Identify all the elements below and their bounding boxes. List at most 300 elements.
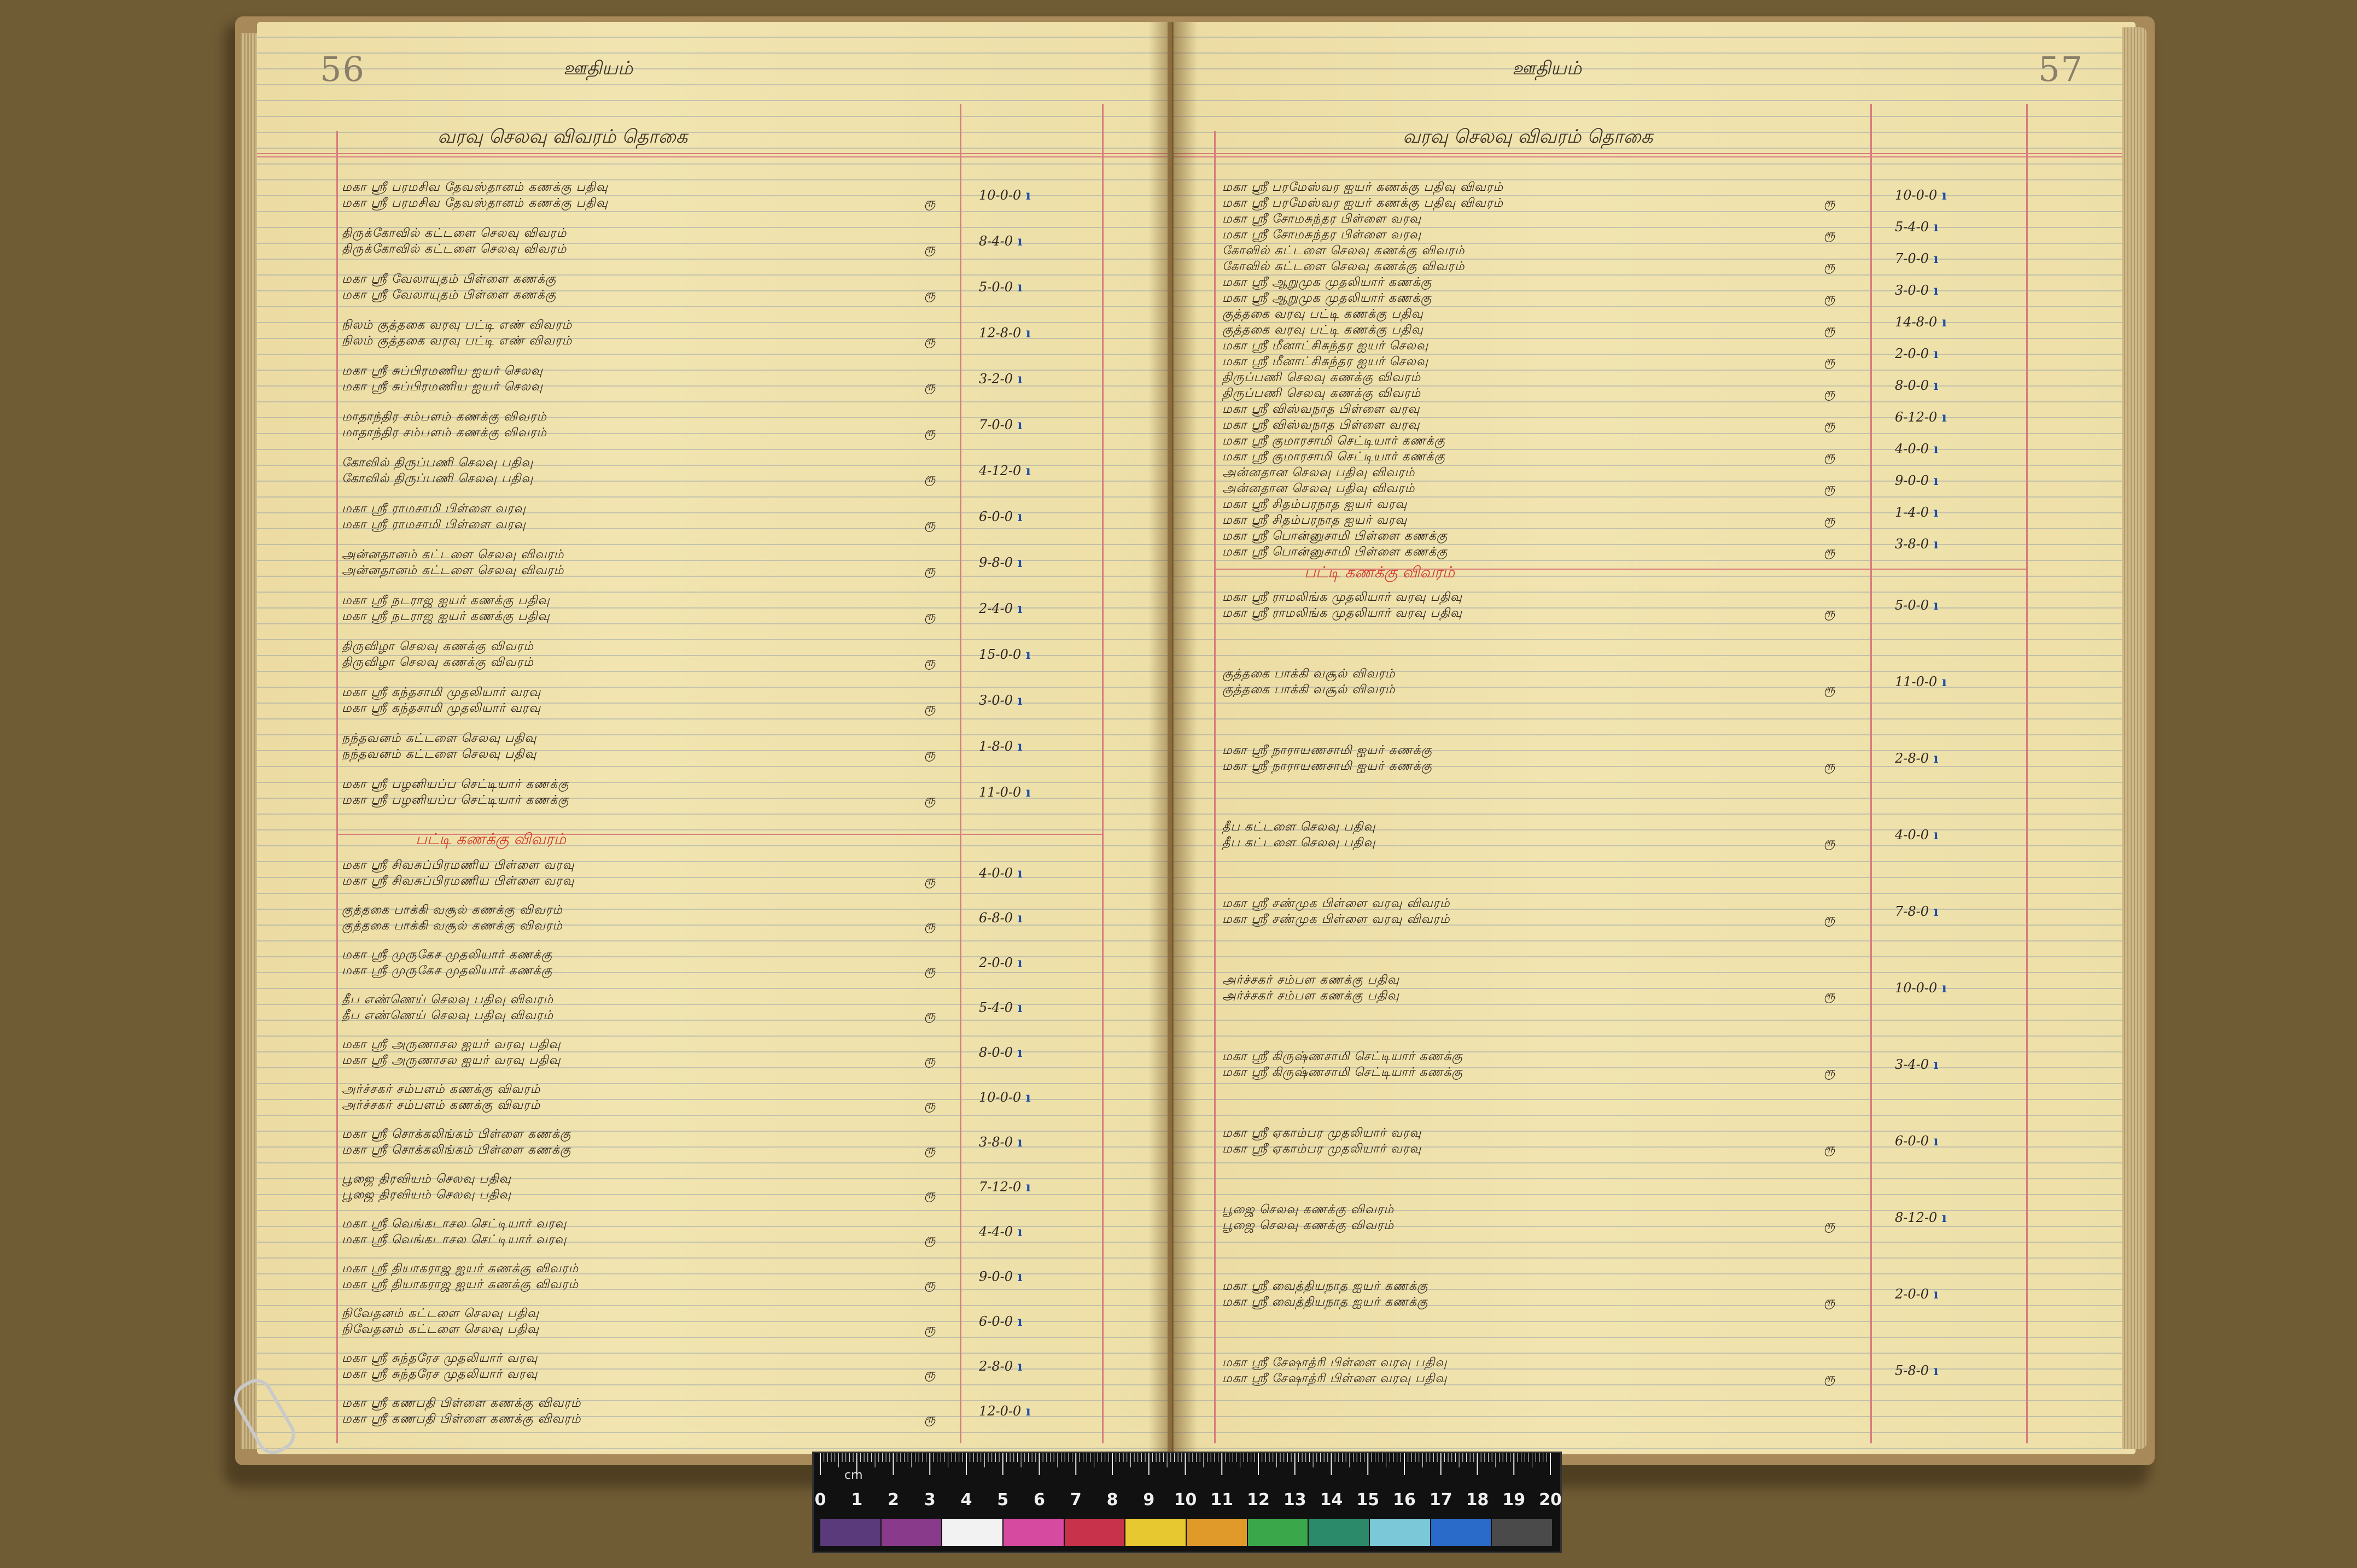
check-mark-icon: ı — [1013, 1044, 1023, 1060]
ledger-entry-ref: ரூ — [1824, 323, 1835, 337]
amount-value: 3-2-0 — [979, 371, 1013, 387]
ledger-entry-text: மகா ஸ்ரீ சிவசுப்பிரமணிய பிள்ளை வரவு — [342, 858, 575, 872]
amount-value: 8-0-0 — [1895, 378, 1929, 393]
ledger-entry-amount — [979, 1089, 1031, 1105]
ledger-entry-text-continued: அர்ச்சகர் சம்பள கணக்கு பதிவு — [1222, 989, 1399, 1003]
ledger-entry-text-continued: மகா ஸ்ரீ ராமசாமி பிள்ளை வரவு — [342, 518, 526, 531]
ledger-entry-ref: ரூ — [1824, 912, 1835, 926]
ledger-entry-amount — [1895, 282, 1939, 298]
ledger-entry-ref: ரூ — [924, 1188, 936, 1202]
ledger-entry-amount — [1895, 504, 1939, 520]
amount-value: 2-0-0 — [1895, 346, 1929, 361]
amount-value: 5-0-0 — [1895, 598, 1929, 613]
color-swatch — [882, 1519, 942, 1546]
ledger-entry-text: மகா ஸ்ரீ கிருஷ்ணசாமி செட்டியார் கணக்கு — [1222, 1050, 1463, 1063]
amount-value: 3-8-0 — [1895, 536, 1929, 552]
ruler-label: 1 — [851, 1490, 863, 1510]
check-mark-icon: ı — [1929, 346, 1939, 361]
ledger-entry-amount — [1895, 346, 1939, 361]
ledger-entry-text-continued: கோவில் கட்டளை செலவு கணக்கு விவரம் — [1222, 260, 1465, 273]
amount-value: 1-4-0 — [1895, 505, 1929, 520]
ledger-entry-amount — [979, 325, 1031, 341]
ledger-entry-text: மகா ஸ்ரீ முருகேச முதலியார் கணக்கு — [342, 948, 553, 962]
ledger-entry-text: மகா ஸ்ரீ நடராஜ ஐயர் கணக்கு பதிவு — [342, 594, 550, 607]
ledger-entry-amount — [1895, 1133, 1939, 1149]
right-margin-line — [1214, 131, 1216, 1443]
ledger-entry-text: மகா ஸ்ரீ ஆறுமுக முதலியார் கணக்கு — [1222, 276, 1432, 289]
amount-value: 8-0-0 — [979, 1045, 1013, 1060]
right-page — [1173, 22, 2136, 1454]
ledger-entry-text: மகா ஸ்ரீ நாராயணசாமி ஐயர் கணக்கு — [1222, 744, 1433, 757]
ledger-entry-text-continued: மகா ஸ்ரீ கணபதி பிள்ளை கணக்கு விவரம் — [342, 1412, 581, 1426]
ledger-entry-text: நிலம் குத்தகை வரவு பட்டி எண் விவரம் — [342, 318, 573, 332]
ledger-entry-text: பூஜை செலவு கணக்கு விவரம் — [1222, 1203, 1395, 1216]
ledger-entry-ref: ரூ — [924, 472, 936, 485]
ledger-entry-amount — [1895, 1056, 1939, 1072]
amount-value: 14-8-0 — [1895, 314, 1938, 330]
left-margin-line — [336, 131, 338, 1443]
check-mark-icon: ı — [1929, 1133, 1939, 1149]
ledger-entry-text-continued: குத்தகை வரவு பட்டி கணக்கு பதிவு — [1222, 323, 1423, 337]
ledger-entry-ref: ரூ — [1824, 989, 1835, 1003]
ledger-entry-amount — [1895, 750, 1939, 766]
ledger-entry-text: மகா ஸ்ரீ பொன்னுசாமி பிள்ளை கணக்கு — [1222, 529, 1448, 543]
amount-value: 2-0-0 — [1895, 1286, 1929, 1302]
check-mark-icon: ı — [1021, 187, 1031, 203]
check-mark-icon: ı — [1929, 1056, 1939, 1072]
ledger-entry-amount — [979, 910, 1023, 926]
amount-value: 15-0-0 — [979, 647, 1022, 662]
ruler-label: 15 — [1356, 1490, 1380, 1510]
ledger-entry-amount — [979, 371, 1023, 387]
amount-value: 10-0-0 — [1895, 980, 1938, 996]
ledger-entry-text: மகா ஸ்ரீ குமாரசாமி செட்டியார் கணக்கு — [1222, 434, 1445, 448]
ledger-entry-text-continued: குத்தகை பாக்கி வசூல் கணக்கு விவரம் — [342, 919, 563, 933]
ledger-entry-text-continued: மகா ஸ்ரீ அருணாசல ஐயர் வரவு பதிவு — [342, 1054, 561, 1067]
ledger-entry-amount — [979, 1403, 1031, 1419]
color-swatch — [942, 1519, 1002, 1546]
ruler-label: 5 — [997, 1490, 1009, 1510]
color-swatch — [1492, 1519, 1552, 1546]
ledger-entry-text-continued: திருப்பணி செலவு கணக்கு விவரம் — [1222, 387, 1421, 400]
ruler-label: 10 — [1174, 1490, 1197, 1510]
ledger-entry-text: மகா ஸ்ரீ கந்தசாமி முதலியார் வரவு — [342, 686, 541, 699]
amount-value: 4-4-0 — [979, 1224, 1013, 1239]
ledger-entry-ref: ரூ — [924, 964, 936, 978]
ledger-entry-text-continued: பூஜை திரவியம் செலவு பதிவு — [342, 1188, 511, 1202]
amount-value: 5-0-0 — [979, 279, 1013, 295]
color-swatch — [820, 1519, 880, 1546]
check-mark-icon: ı — [1013, 508, 1023, 524]
ledger-entry-text-continued: மகா ஸ்ரீ நாராயணசாமி ஐயர் கணக்கு — [1222, 759, 1433, 773]
ledger-entry-amount — [1895, 827, 1939, 842]
ledger-entry-text-continued: மகா ஸ்ரீ வேலாயுதம் பிள்ளை கணக்கு — [342, 288, 557, 302]
ruler-label: 18 — [1466, 1490, 1489, 1510]
check-mark-icon: ı — [1929, 472, 1939, 488]
ledger-entry-amount — [1895, 377, 1939, 393]
ledger-entry-ref: ரூ — [924, 701, 936, 715]
ledger-entry-text: மகா ஸ்ரீ வெங்கடாசல செட்டியார் வரவு — [342, 1217, 567, 1231]
ruler-label: 8 — [1106, 1490, 1118, 1510]
ledger-entry-text: குத்தகை பாக்கி வசூல் விவரம் — [1222, 667, 1396, 681]
ledger-entry-text-continued: மகா ஸ்ரீ பொன்னுசாமி பிள்ளை கணக்கு — [1222, 545, 1448, 559]
ledger-entry-ref: ரூ — [1824, 513, 1835, 527]
check-mark-icon: ı — [1013, 1268, 1023, 1284]
ledger-entry-ref: ரூ — [924, 1009, 936, 1022]
ledger-entry-text-continued: மகா ஸ்ரீ மீனாட்சிசுந்தர ஐயர் செலவு — [1222, 355, 1428, 368]
ledger-entry-ref: ரூ — [1824, 291, 1835, 305]
amount-value: 7-0-0 — [1895, 251, 1929, 266]
color-swatch — [1370, 1519, 1430, 1546]
ledger-entry-text-continued: மகா ஸ்ரீ முருகேச முதலியார் கணக்கு — [342, 964, 553, 978]
check-mark-icon: ı — [1021, 646, 1031, 662]
ledger-entry-text: மாதாந்திர சம்பளம் கணக்கு விவரம் — [342, 410, 547, 424]
ledger-entry-text: நந்தவனம் கட்டளை செலவு பதிவு — [342, 732, 537, 745]
check-mark-icon: ı — [1013, 865, 1023, 881]
left-amount-column-line — [960, 104, 961, 1443]
ledger-entry-amount — [1895, 597, 1939, 613]
check-mark-icon: ı — [1937, 980, 1947, 996]
ledger-entry-text-continued: பூஜை செலவு கணக்கு விவரம் — [1222, 1219, 1395, 1232]
ledger-entry-amount — [979, 463, 1031, 478]
right-header-rule — [1173, 153, 2136, 154]
ledger-entry-ref: ரூ — [1824, 545, 1835, 559]
amount-value: 3-0-0 — [979, 693, 1013, 708]
color-swatch — [1187, 1519, 1247, 1546]
ruler-label: 4 — [960, 1490, 972, 1510]
check-mark-icon: ı — [1013, 417, 1023, 432]
amount-value: 6-12-0 — [1895, 409, 1938, 425]
ledger-entry-amount — [1895, 441, 1939, 457]
ledger-entry-text: மகா ஸ்ரீ விஸ்வநாத பிள்ளை வரவு — [1222, 402, 1420, 416]
ledger-entry-text: மகா ஸ்ரீ பரமேஸ்வர ஐயர் கணக்கு பதிவு விவரம் — [1222, 180, 1504, 194]
check-mark-icon: ı — [1937, 409, 1947, 425]
ledger-entry-text: மகா ஸ்ரீ பரமசிவ தேவஸ்தானம் கணக்கு பதிவு — [342, 180, 609, 194]
ledger-entry-text-continued: மகா ஸ்ரீ ராமலிங்க முதலியார் வரவு பதிவு — [1222, 606, 1463, 620]
check-mark-icon: ı — [1013, 1224, 1023, 1239]
ledger-entry-text: அன்னதானம் கட்டளை செலவு விவரம் — [342, 548, 564, 561]
check-mark-icon: ı — [1021, 1089, 1031, 1105]
amount-value: 8-4-0 — [979, 233, 1013, 249]
ledger-entry-text: தீப கட்டளை செலவு பதிவு — [1222, 820, 1376, 834]
ledger-entry-text: அர்ச்சகர் சம்பளம் கணக்கு விவரம் — [342, 1083, 541, 1096]
ledger-entry-text: மகா ஸ்ரீ சுந்தரேச முதலியார் வரவு — [342, 1351, 538, 1365]
ledger-entry-text: மகா ஸ்ரீ சண்முக பிள்ளை வரவு விவரம் — [1222, 897, 1450, 910]
ledger-entry-ref: ரூ — [924, 426, 936, 440]
ledger-entry-text: மகா ஸ்ரீ வைத்தியநாத ஐயர் கணக்கு — [1222, 1279, 1428, 1293]
ledger-entry-text: மகா ஸ்ரீ சுப்பிரமணிய ஐயர் செலவு — [342, 364, 543, 378]
check-mark-icon: ı — [1929, 1362, 1939, 1378]
ledger-entry-text: அர்ச்சகர் சம்பள கணக்கு பதிவு — [1222, 973, 1399, 987]
check-mark-icon: ı — [1929, 250, 1939, 266]
amount-value: 4-0-0 — [1895, 827, 1929, 842]
ledger-entry-text-continued: மாதாந்திர சம்பளம் கணக்கு விவரம் — [342, 426, 547, 440]
ledger-entry-text-continued: நந்தவனம் கட்டளை செலவு பதிவு — [342, 747, 537, 761]
amount-value: 3-8-0 — [979, 1134, 1013, 1150]
ledger-entry-text-continued: நிலம் குத்தகை வரவு பட்டி எண் விவரம் — [342, 334, 573, 348]
check-mark-icon: ı — [1929, 504, 1939, 520]
ledger-entry-amount — [979, 1358, 1023, 1374]
ledger-entry-amount — [1895, 536, 1939, 552]
ledger-entry-amount — [979, 1268, 1023, 1284]
ledger-entry-text-continued: மகா ஸ்ரீ நடராஜ ஐயர் கணக்கு பதிவு — [342, 610, 550, 623]
ledger-entry-text: கோவில் கட்டளை செலவு கணக்கு விவரம் — [1222, 244, 1465, 258]
check-mark-icon: ı — [1013, 910, 1023, 926]
amount-value: 3-4-0 — [1895, 1057, 1929, 1072]
ledger-entry-text: குத்தகை வரவு பட்டி கணக்கு பதிவு — [1222, 307, 1423, 321]
ledger-entry-ref: ரூ — [1824, 836, 1835, 850]
amount-value: 6-8-0 — [979, 910, 1013, 926]
amount-value: 7-8-0 — [1895, 904, 1929, 919]
ledger-entry-amount — [979, 187, 1031, 203]
check-mark-icon: ı — [1013, 279, 1023, 295]
ledger-entry-text: பூஜை திரவியம் செலவு பதிவு — [342, 1172, 511, 1186]
ledger-entry-amount — [1895, 219, 1939, 235]
left-right-margin-line — [1102, 104, 1104, 1443]
amount-value: 4-0-0 — [1895, 441, 1929, 457]
amount-value: 5-4-0 — [979, 1000, 1013, 1015]
ledger-entry-amount — [979, 1179, 1031, 1195]
ledger-entry-text: மகா ஸ்ரீ பழனியப்ப செட்டியார் கணக்கு — [342, 777, 569, 791]
check-mark-icon: ı — [1013, 1358, 1023, 1374]
ledger-entry-text-continued: தீப எண்ணெய் செலவு பதிவு விவரம் — [342, 1009, 554, 1022]
ledger-entry-ref: ரூ — [1824, 450, 1835, 464]
ledger-entry-ref: ரூ — [924, 334, 936, 348]
ledger-entry-ref: ரூ — [924, 380, 936, 394]
ledger-entry-amount — [1895, 903, 1939, 919]
ruler-label: 7 — [1070, 1490, 1082, 1510]
amount-value: 4-0-0 — [979, 865, 1013, 881]
ruler-label: 3 — [924, 1490, 936, 1510]
ledger-entry-amount — [979, 1313, 1023, 1329]
ruler-label: 17 — [1429, 1490, 1452, 1510]
ledger-entry-amount — [1895, 1286, 1939, 1302]
check-mark-icon: ı — [1929, 441, 1939, 457]
check-mark-icon: ı — [1021, 1403, 1031, 1419]
ledger-entry-text: மகா ஸ்ரீ சோமசுந்தர பிள்ளை வரவு — [1222, 212, 1422, 226]
ledger-entry-text: திருப்பணி செலவு கணக்கு விவரம் — [1222, 371, 1421, 384]
ledger-entry-amount — [979, 738, 1023, 754]
ledger-entry-ref: ரூ — [924, 793, 936, 807]
ledger-entry-text-continued: மகா ஸ்ரீ சண்முக பிள்ளை வரவு விவரம் — [1222, 912, 1450, 926]
check-mark-icon: ı — [1021, 1179, 1031, 1195]
color-swatch — [1004, 1519, 1064, 1546]
book-gutter — [1148, 22, 1198, 1454]
ledger-entry-text: திருக்கோவில் கட்டளை செலவு விவரம் — [342, 226, 567, 240]
ledger-entry-amount — [979, 1134, 1023, 1150]
amount-value: 2-4-0 — [979, 601, 1013, 616]
ledger-entry-ref: ரூ — [924, 564, 936, 577]
ledger-entry-amount — [979, 1044, 1023, 1060]
color-swatch — [1431, 1519, 1491, 1546]
amount-value: 10-0-0 — [979, 1090, 1022, 1105]
ruler-label: 2 — [888, 1490, 899, 1510]
ledger-entry-text-continued: மகா ஸ்ரீ வெங்கடாசல செட்டியார் வரவு — [342, 1233, 567, 1247]
check-mark-icon: ı — [1929, 219, 1939, 235]
ledger-entry-amount — [979, 279, 1023, 295]
ledger-entry-text: நிவேதனம் கட்டளை செலவு பதிவு — [342, 1307, 540, 1320]
ledger-entry-amount — [979, 508, 1023, 524]
ruler-label: 6 — [1034, 1490, 1045, 1510]
ledger-entry-ref: ரூ — [924, 1412, 936, 1426]
ledger-entry-ref: ரூ — [1824, 1066, 1835, 1079]
right-header-rule-2 — [1173, 156, 2136, 157]
ruler-label: 11 — [1210, 1490, 1234, 1510]
color-swatch — [1248, 1519, 1308, 1546]
check-mark-icon: ı — [1013, 371, 1023, 387]
check-mark-icon: ı — [1929, 903, 1939, 919]
check-mark-icon: ı — [1929, 377, 1939, 393]
ledger-entry-text-continued: மகா ஸ்ரீ சோமசுந்தர பிள்ளை வரவு — [1222, 228, 1422, 242]
ruler-label: 20 — [1539, 1490, 1562, 1510]
ledger-entry-text: அன்னதான செலவு பதிவு விவரம் — [1222, 466, 1415, 479]
amount-value: 6-0-0 — [979, 509, 1013, 524]
amount-value: 4-12-0 — [979, 463, 1022, 478]
check-mark-icon: ı — [1013, 999, 1023, 1015]
ledger-entry-text-continued: மகா ஸ்ரீ பரமசிவ தேவஸ்தானம் கணக்கு பதிவு — [342, 196, 609, 210]
ledger-entry-amount — [979, 1224, 1023, 1239]
right-column-heading: வரவு செலவு விவரம் தொகை — [1403, 126, 1653, 148]
ledger-entry-amount — [1895, 472, 1939, 488]
ledger-entry-text-continued: தீப கட்டளை செலவு பதிவு — [1222, 836, 1376, 850]
amount-value: 9-0-0 — [979, 1269, 1013, 1284]
ledger-entry-text: மகா ஸ்ரீ கணபதி பிள்ளை கணக்கு விவரம் — [342, 1396, 581, 1410]
ledger-entry-text-continued: அர்ச்சகர் சம்பளம் கணக்கு விவரம் — [342, 1098, 541, 1112]
amount-value: 2-8-0 — [1895, 751, 1929, 766]
ledger-entry-text-continued: மகா ஸ்ரீ ஏகாம்பர முதலியார் வரவு — [1222, 1142, 1422, 1156]
ledger-entry-ref: ரூ — [1824, 1295, 1835, 1309]
left-header-rule-2 — [257, 156, 1168, 157]
ledger-entry-amount — [979, 865, 1023, 881]
ledger-entry-text-continued: மகா ஸ்ரீ சிவசுப்பிரமணிய பிள்ளை வரவு — [342, 874, 575, 888]
ledger-entry-text: மகா ஸ்ரீ சேஷாத்ரி பிள்ளை வரவு பதிவு — [1222, 1356, 1448, 1370]
check-mark-icon: ı — [1937, 314, 1947, 330]
amount-value: 9-8-0 — [979, 555, 1013, 570]
ledger-entry-text-continued: திருவிழா செலவு கணக்கு விவரம் — [342, 656, 534, 669]
ledger-entry-text: கோவில் திருப்பணி செலவு பதிவு — [342, 456, 534, 470]
ruler-label: 16 — [1393, 1490, 1416, 1510]
ledger-entry-text: மகா ஸ்ரீ ராமலிங்க முதலியார் வரவு பதிவு — [1222, 590, 1463, 604]
ruler-label: 19 — [1502, 1490, 1526, 1510]
ledger-entry-text-continued: அன்னதான செலவு பதிவு விவரம் — [1222, 482, 1415, 495]
right-amount-column-line — [1870, 104, 1872, 1443]
check-mark-icon: ı — [1021, 784, 1031, 800]
amount-value: 7-12-0 — [979, 1179, 1022, 1195]
ledger-entry-text-continued: மகா ஸ்ரீ தியாகராஜ ஐயர் கணக்கு விவரம் — [342, 1278, 579, 1291]
ledger-entry-text-continued: மகா ஸ்ரீ விஸ்வநாத பிள்ளை வரவு — [1222, 418, 1420, 432]
ledger-entry-text-continued: மகா ஸ்ரீ சொக்கலிங்கம் பிள்ளை கணக்கு — [342, 1143, 571, 1157]
ruler-label: 9 — [1143, 1490, 1155, 1510]
left-page-number: 56 — [320, 49, 365, 89]
check-mark-icon: ı — [1937, 674, 1947, 689]
right-red-heading: பட்டி கணக்கு விவரம் — [1304, 563, 1455, 581]
ledger-entry-text-continued: மகா ஸ்ரீ கிருஷ்ணசாமி செட்டியார் கணக்கு — [1222, 1066, 1463, 1079]
ledger-entry-text: குத்தகை பாக்கி வசூல் கணக்கு விவரம் — [342, 903, 563, 917]
ledger-entry-amount — [1895, 314, 1947, 330]
amount-value: 8-12-0 — [1895, 1210, 1938, 1225]
ledger-entry-text: திருவிழா செலவு கணக்கு விவரம் — [342, 640, 534, 653]
left-page — [257, 22, 1168, 1454]
ledger-entry-ref: ரூ — [1824, 196, 1835, 210]
check-mark-icon: ı — [1929, 750, 1939, 766]
page-edges-right — [2122, 27, 2146, 1449]
amount-value: 10-0-0 — [979, 188, 1022, 203]
left-column-heading: வரவு செலவு விவரம் தொகை — [437, 126, 688, 148]
check-mark-icon: ı — [1013, 233, 1023, 249]
ledger-entry-ref: ரூ — [924, 656, 936, 669]
ledger-entry-text-continued: நிவேதனம் கட்டளை செலவு பதிவு — [342, 1323, 540, 1336]
ledger-entry-ref: ரூ — [924, 1098, 936, 1112]
check-mark-icon: ı — [1013, 600, 1023, 616]
ledger-entry-text: தீப எண்ணெய் செலவு பதிவு விவரம் — [342, 993, 554, 1007]
ledger-entry-text-continued: மகா ஸ்ரீ வைத்தியநாத ஐயர் கணக்கு — [1222, 1295, 1428, 1309]
amount-value: 9-0-0 — [1895, 473, 1929, 488]
amount-value: 6-0-0 — [979, 1314, 1013, 1329]
ledger-entry-ref: ரூ — [1824, 683, 1835, 697]
color-swatch — [1309, 1519, 1369, 1546]
ledger-entry-ref: ரூ — [924, 196, 936, 210]
ledger-entry-text: மகா ஸ்ரீ வேலாயுதம் பிள்ளை கணக்கு — [342, 272, 557, 286]
amount-value: 2-0-0 — [979, 955, 1013, 970]
ledger-entry-ref: ரூ — [924, 1323, 936, 1336]
check-mark-icon: ı — [1929, 282, 1939, 298]
ledger-entry-ref: ரூ — [924, 1143, 936, 1157]
ledger-entry-ref: ரூ — [924, 242, 936, 256]
check-mark-icon: ı — [1937, 1209, 1947, 1225]
ledger-entry-text-continued: கோவில் திருப்பணி செலவு பதிவு — [342, 472, 534, 485]
amount-value: 12-8-0 — [979, 325, 1022, 341]
ledger-entry-text-continued: மகா ஸ்ரீ குமாரசாமி செட்டியார் கணக்கு — [1222, 450, 1445, 464]
ledger-entry-text-continued: மகா ஸ்ரீ கந்தசாமி முதலியார் வரவு — [342, 701, 541, 715]
ledger-entry-ref: ரூ — [1824, 260, 1835, 273]
ledger-entry-ref: ரூ — [924, 1278, 936, 1291]
left-header: ஊதியம் — [563, 57, 633, 79]
ledger-entry-text-continued: மகா ஸ்ரீ ஆறுமுக முதலியார் கணக்கு — [1222, 291, 1432, 305]
check-mark-icon: ı — [1929, 536, 1939, 552]
ledger-entry-amount — [1895, 1362, 1939, 1378]
ledger-entry-text: மகா ஸ்ரீ சொக்கலிங்கம் பிள்ளை கணக்கு — [342, 1127, 571, 1141]
amount-value: 3-0-0 — [1895, 283, 1929, 298]
ledger-entry-ref: ரூ — [1824, 355, 1835, 368]
amount-value: 12-0-0 — [979, 1403, 1022, 1419]
ledger-entry-ref: ரூ — [1824, 482, 1835, 495]
ledger-entry-amount — [979, 784, 1031, 800]
ledger-entry-text: மகா ஸ்ரீ ஏகாம்பர முதலியார் வரவு — [1222, 1126, 1422, 1140]
ledger-entry-ref: ரூ — [924, 1233, 936, 1247]
ledger-entry-amount — [979, 646, 1031, 662]
ledger-entry-amount — [1895, 187, 1947, 203]
ledger-entry-text-continued: மகா ஸ்ரீ சுந்தரேச முதலியார் வரவு — [342, 1367, 538, 1381]
ledger-entry-amount — [979, 692, 1023, 708]
check-mark-icon: ı — [1937, 187, 1947, 203]
ledger-entry-ref: ரூ — [1824, 418, 1835, 432]
ledger-entry-amount — [979, 233, 1023, 249]
ledger-entry-ref: ரூ — [924, 518, 936, 531]
ledger-entry-text-continued: திருக்கோவில் கட்டளை செலவு விவரம் — [342, 242, 567, 256]
ledger-entry-amount — [1895, 674, 1947, 689]
right-header: ஊதியம் — [1512, 57, 1582, 79]
ledger-entry-ref: ரூ — [924, 747, 936, 761]
ledger-entry-amount — [979, 999, 1023, 1015]
ledger-entry-ref: ரூ — [1824, 228, 1835, 242]
check-mark-icon: ı — [1929, 1286, 1939, 1302]
ledger-entry-ref: ரூ — [1824, 1219, 1835, 1232]
amount-value: 11-0-0 — [979, 785, 1022, 800]
ledger-entry-ref: ரூ — [1824, 606, 1835, 620]
ledger-entry-text: மகா ஸ்ரீ ராமசாமி பிள்ளை வரவு — [342, 502, 526, 516]
ledger-entry-amount — [979, 955, 1023, 970]
amount-value: 5-8-0 — [1895, 1363, 1929, 1378]
